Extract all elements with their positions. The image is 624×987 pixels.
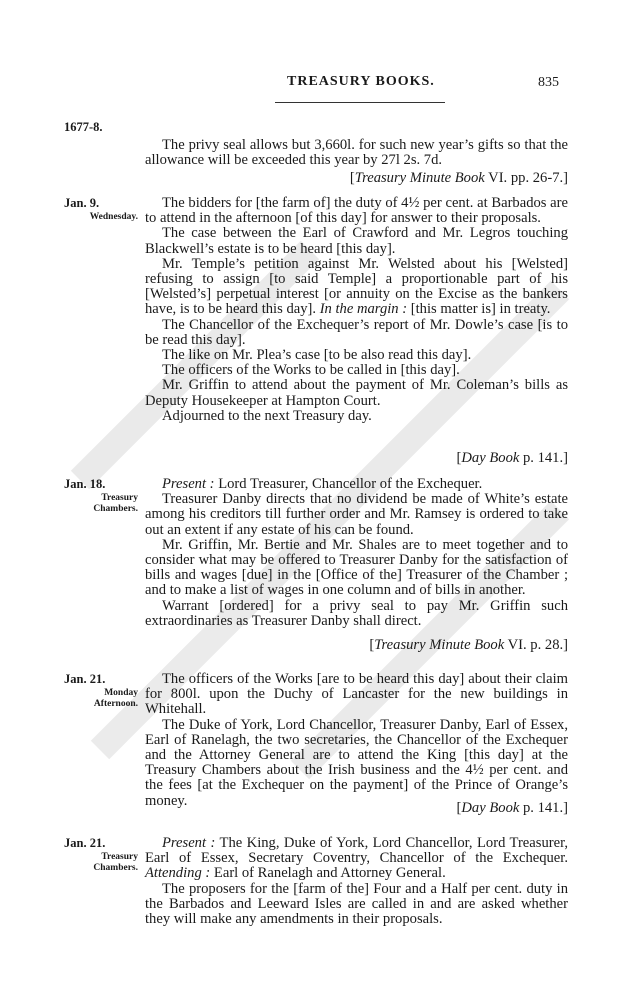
page-number: 835 [538, 75, 559, 90]
entry-body [145, 138, 568, 168]
running-title: TREASURY BOOKS. [287, 74, 435, 89]
entry-body [145, 196, 568, 424]
entry-subtitle: Treasury Chambers. [93, 493, 138, 514]
present-line: Present : The King, Duke of York, Lord Chancellor, Lord Treasurer, Earl of Essex, Secretary Coventry, Chancellor of the Exchequer. Attending : Earl of Ranelagh and Attorney General. [145, 835, 569, 882]
paragraph: The Duke of York, Lord Chancellor, Treasurer Danby, Earl of Essex, Earl of Ranelagh, the two secretaries, the Chancellor of the Exchequer and the Attorney General are to attend the King [this day] at the Treasury Chambers about the Irish business and the 4½ per cent. and the fees [at the Exchequer on the payment] of the Prince of Orange’s money. [145, 716, 568, 809]
entry-body [145, 477, 568, 629]
paragraph: Warrant [ordered] for a privy seal to pay Mr. Griffin such extraordinaries as Treasurer Danby shall direct. [145, 597, 568, 629]
entry-subtitle: Monday Afternoon. [93, 688, 138, 709]
entry-body [145, 836, 568, 927]
entry-subtitle: Wednesday. [89, 212, 138, 222]
source-reference: [Day Book p. 141.] [456, 800, 568, 816]
entry-date: Jan. 18. [64, 477, 106, 491]
source-reference: [Treasury Minute Book VI. p. 28.] [369, 637, 568, 653]
paragraph: The case between the Earl of Crawford and Mr. Legros touching Blackwell’s estate is to be heard [this day]. [145, 225, 568, 257]
paragraph: The privy seal allows but 3,660l. for such new year’s gifts so that the allowance will be exceeded this year by 27l 2s. 7d. [145, 137, 568, 169]
page-header [0, 74, 624, 96]
entry-date: 1677-8. [64, 120, 103, 134]
paragraph: Mr. Griffin to attend about the payment of Mr. Coleman’s bills as Deputy Housekeeper at Hampton Court. [145, 377, 568, 409]
entry-body [145, 672, 568, 809]
entry-date: Jan. 9. [64, 196, 100, 210]
paragraph: The like on Mr. Plea’s case [to be also read this day]. [162, 347, 472, 364]
paragraph: The proposers for the [farm of the] Four and a Half per cent. duty in the Barbados and Leeward Isles are called in and are asked whether they will make any amendments in their proposals. [145, 880, 568, 928]
entry-subtitle: Treasury Chambers. [93, 852, 138, 873]
paragraph: The bidders for [the farm of] the duty of 4½ per cent. at Barbados are to attend in the afternoon [of this day] for answer to their proposals. [145, 195, 568, 227]
paragraph: Mr. Griffin, Mr. Bertie and Mr. Shales are to meet together and to consider what may be offered to Treasurer Danby for the satisfaction of bills and wages [due] in the [Office of the] Treasurer of the Chamber ; and to make a list of wages in one column and of bills in another. [145, 536, 568, 599]
paragraph: Adjourned to the next Treasury day. [162, 407, 372, 424]
source-reference: [Treasury Minute Book VI. pp. 26-7.] [349, 170, 568, 186]
margin-note-label: In the margin : [319, 301, 408, 318]
paragraph: The officers of the Works [are to be heard this day] about their claim for 800l. upon the Duchy of Lancaster for the new buildings in Whitehall. [145, 671, 568, 718]
paragraph: Mr. Temple’s petition against Mr. Welsted about his [Welsted] refusing to assign [to said Temple] a proportionable part of his [Welsted’s] perpetual interest [or annuity on the Excise as the bankers have, is to be heard this day]. In the margin : [this matter is] in treaty. [145, 255, 568, 318]
entry-date: Jan. 21. [64, 836, 106, 850]
paragraph: The officers of the Works to be called in [this day]. [162, 362, 460, 379]
header-rule [275, 102, 445, 103]
paragraph: The Chancellor of the Exchequer’s report of Mr. Dowle’s case [is to be read this day]. [145, 316, 568, 348]
margin-note-text: [this matter is] in treaty. [410, 301, 551, 318]
source-reference: [Day Book p. 141.] [456, 450, 568, 466]
present-line: Present : Lord Treasurer, Chancellor of the Exchequer. [162, 476, 483, 492]
paragraph: Treasurer Danby directs that no dividend be made of White’s estate among his creditors till further order and Mr. Ramsey is ordered to take out an extent if any estate of his can be found. [145, 491, 568, 538]
entry-date: Jan. 21. [64, 672, 106, 686]
